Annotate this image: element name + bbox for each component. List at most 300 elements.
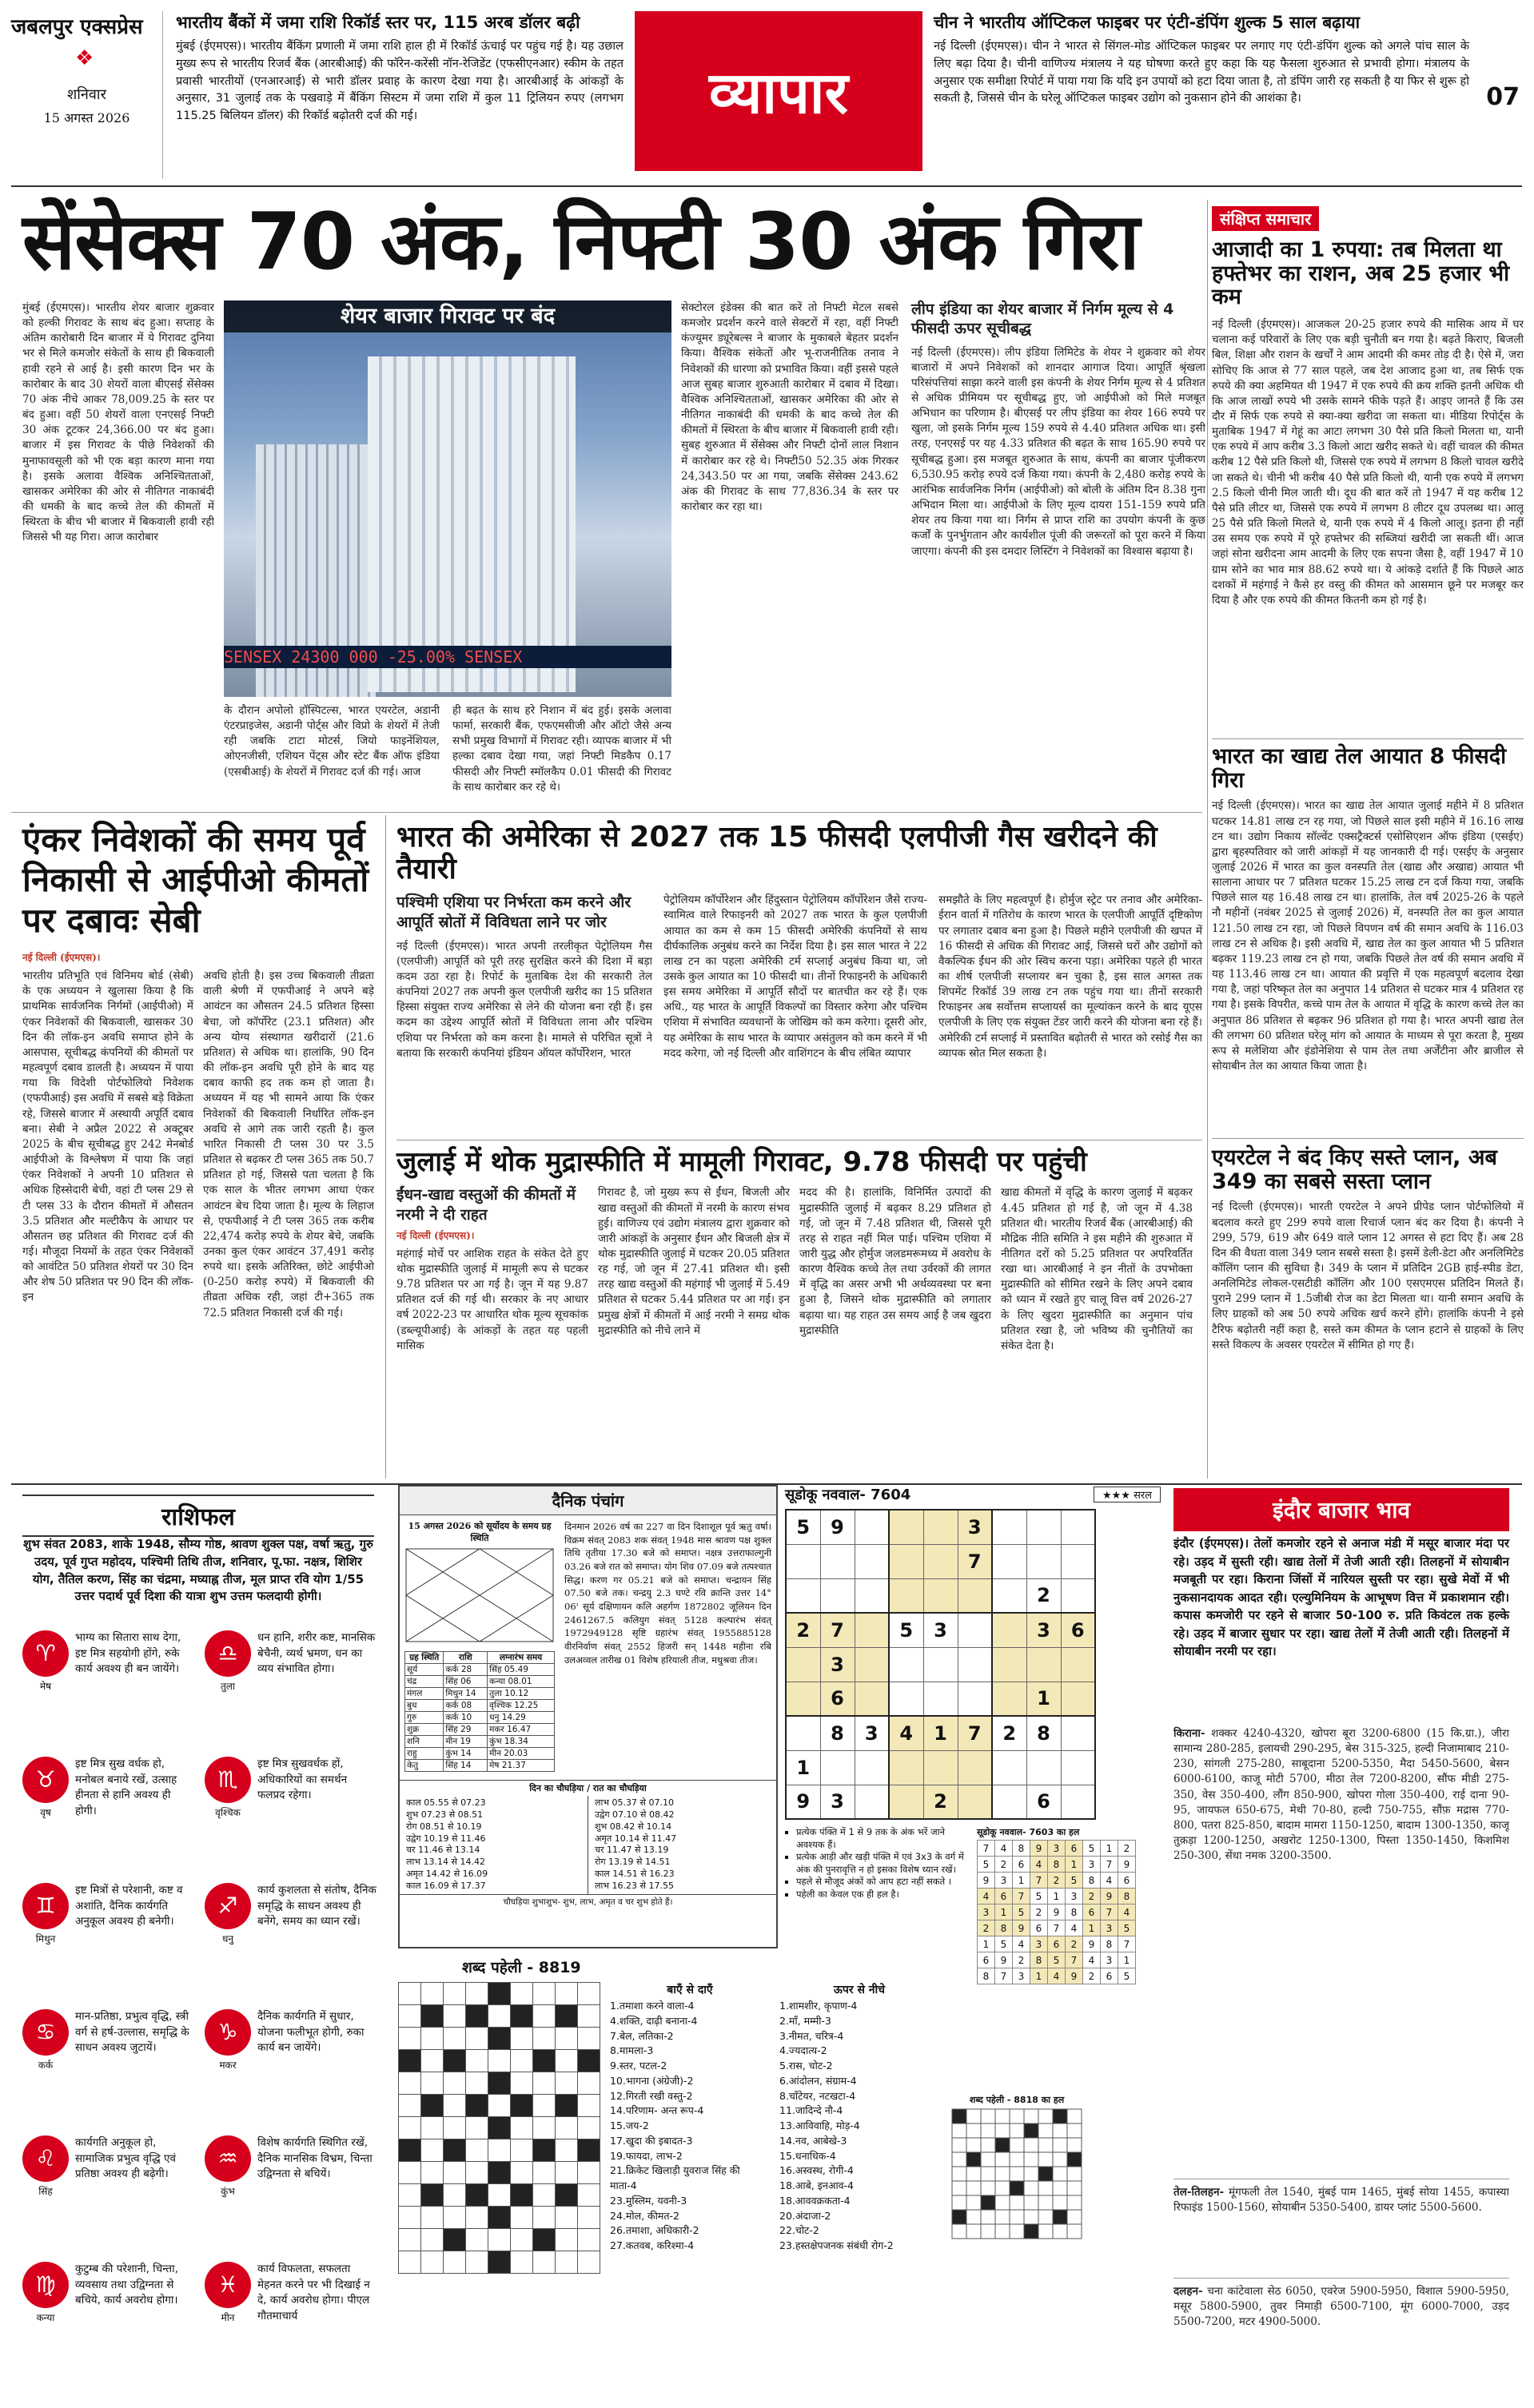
planet-cell: सिंह 14: [444, 1760, 488, 1772]
crossword-row: [399, 2117, 600, 2139]
chaughadiya-slot: रोग 08.51 से 10.19: [406, 1821, 482, 1832]
zodiac-name: तुला: [220, 1681, 236, 1692]
solution-cell: 9: [1118, 1857, 1136, 1873]
crossword-cell: [533, 1983, 556, 2005]
crossword-cell: [399, 2050, 421, 2072]
crossword-cell: [533, 2162, 556, 2184]
indore-intro: इंदौर (ईएमएस)। तेलों कमजोर रहने से अनाज मंडी में मसूर बाजार मंदा पर रहे। उड़द में सुस्ती रही। खाद्य तेलों में तेजी आती रही। तिलहनों में सोयाबीन मजबूती पर रहा। किराना जिंसों में नारियल सुस्ती पर रहा। सुखे मेवों में भी नुकसानदायक आदत रही। एल्युमिनियम के आभूषण वित्त में प्रकाशमान रही। कपास कमजोरी पर रहने से बाजार 50-100 रु. प्रति किवंटल तक हल्के रहे। उड़द में बाजार सुधार पर रहा। खाद्य तेलों में तेजी आती रही। तिलहनों में सोयाबीन नरमी पर रहा।: [1173, 1536, 1509, 1658]
solution-square: [995, 2123, 1010, 2138]
crossword-cell: [466, 2162, 488, 2184]
solution-square: [966, 2123, 981, 2138]
zodiac-name: वृश्चिक: [215, 1807, 241, 1818]
sudoku-cell: [889, 1544, 923, 1578]
crossword-cell: [421, 1983, 444, 2005]
zodiac-icon: ♌: [22, 2135, 69, 2182]
crossword-cell: [578, 2005, 600, 2028]
sudoku-cell: [855, 1647, 889, 1682]
down-clue: 13.आविवाहि, मोड़-4: [779, 2119, 860, 2131]
sudoku-cell: 1: [786, 1750, 820, 1785]
solution-cell: 5: [1048, 1952, 1066, 1968]
zodiac-text: इष्ट मित्रों से परेशानी, कष्ट व अशांति, दैनिक कार्यगति अनुकूल अवश्य ही बनेगी।: [75, 1884, 183, 1928]
solution-cell: 4: [995, 1841, 1013, 1857]
solution-square: [981, 2109, 995, 2123]
story-headline: भारत का खाद्य तेल आयात 8 फीसदी गिरा: [1212, 744, 1507, 793]
solution-cell: 3: [1101, 1920, 1118, 1936]
solution-square: [1053, 2109, 1067, 2123]
divider: [385, 815, 386, 1479]
planet-row: [405, 1760, 555, 1772]
zodiac-text: इष्ट मित्र सुखवर्धक हों, अधिकारियों का समर्थन फलप्रद रहेगा।: [257, 1757, 348, 1802]
solution-cell: 7: [1118, 1936, 1136, 1952]
crossword-cell: [466, 2117, 488, 2139]
solution-cell: 8: [1101, 1936, 1118, 1952]
column-divider: [1207, 200, 1208, 1479]
crossword-cell: [578, 2207, 600, 2229]
crossword-cell: [399, 2251, 421, 2274]
crossword-cell: [488, 2072, 511, 2095]
planet-row: [405, 1724, 555, 1736]
solution-square: [1010, 2224, 1024, 2239]
crossword-cell: [466, 2251, 488, 2274]
zodiac-icon: ♑: [205, 2009, 251, 2056]
crossword-row: [399, 2162, 600, 2184]
sudoku-cell: [992, 1578, 1026, 1613]
crossword-row: [399, 2251, 600, 2274]
leap-india-story: [911, 301, 1205, 806]
sudoku-cell: [889, 1682, 923, 1716]
sudoku-cell: [855, 1682, 889, 1716]
planet-cell: मंगल: [405, 1688, 444, 1700]
crossword-cell: [488, 2207, 511, 2229]
chaughadiya-slot: अमृत 14.42 से 16.09: [406, 1869, 488, 1880]
crossword-cell: [421, 2251, 444, 2274]
solution-square: [966, 2152, 981, 2167]
zodiac-icon: ♓: [205, 2262, 251, 2308]
solution-square: [952, 2224, 966, 2239]
sudoku-grid: [785, 1509, 1096, 1820]
zodiac-text: कार्य विफलता, सफलता मेहनत करने पर भी दिखाई न दे, कार्य अवरोध होगा। पीएल गौतमाचार्य: [257, 2263, 370, 2322]
sudoku-cell: 3: [1026, 1613, 1061, 1647]
solution-cell: 2: [1013, 1952, 1030, 1968]
crossword-cell: [511, 2072, 533, 2095]
rashi-item: [205, 1757, 377, 1859]
solution-square: [1067, 2224, 1082, 2239]
sudoku-cell: [786, 1682, 820, 1716]
crossword-cell: [511, 2028, 533, 2050]
crossword-cell: [421, 2117, 444, 2139]
solution-square: [952, 2210, 966, 2224]
rashi-item: [22, 1757, 194, 1859]
divider: [1212, 738, 1524, 739]
solution-cell: 8: [1118, 1889, 1136, 1905]
kirana-rates: [1173, 1726, 1509, 2174]
planet-cell: गुरु: [405, 1712, 444, 1724]
sudoku-cell: [889, 1578, 923, 1613]
crossword-cell: [511, 2229, 533, 2251]
story-body: नई दिल्ली (ईएमएस)। भारत का खाद्य तेल आयात जुलाई महीने में 8 प्रतिशत घटकर 14.81 लाख टन रह गया, जो पिछले साल इसी महीने में 16.16 लाख टन था। उद्योग निकाय सॉल्वेंट एक्सट्रैक्टर्स एसोसिएशन ऑफ इंडिया (एसईए) द्वारा बृहस्पतिवार को जारी आंकड़ों में यह जानकारी दी गई। एसईए के अनुसार जुलाई 2026 में भारत का कुल वनस्पति तेल (खाद्य और अखाद्य) आयात भी सालाना आधार पर 7 प्रतिशत घटकर 15.25 लाख टन दर्ज किया गया, जबकि पिछले साल यह 16.48 लाख टन था। हालांकि, तेल वर्ष 2025-26 के पहले नौ महीनों (नवंबर 2025 से जुलाई 2026) में, वनस्पति तेल का कुल आयात 121.50 लाख टन रहा, जो पिछले विपणन वर्ष की समान अवधि के 116.03 लाख टन से अधिक है। इसी अवधि में, खाद्य तेल का कुल आयात भी 5 प्रतिशत बढ़कर 119.23 लाख टन हो गया, जबकि पिछले तेल वर्ष की समान अवधि में यह 113.46 लाख टन था। आयात की प्रवृत्ति में एक महत्वपूर्ण बदलाव देखा गया है, जहां परिष्कृत तेल का अनुपात 14 प्रतिशत से घटकर मात्र 4 प्रतिशत रह गया है। इसके विपरीत, कच्चे पाम तेल के आयात में वृद्धि के कारण कच्चे तेल का अनुपात 86 प्रतिशत से बढ़कर 96 प्रतिशत हो गया है। भारत अपनी खाद्य तेल की लगभग 60 प्रतिशत घरेलू मांग को आयात के माध्यम से पूरा करता है, मुख्य रूप से मलेशिया और इंडोनेशिया से पाम तेल तथा अर्जेंटीना और ब्राजील से सोयाबीन तेल का आयात किया जाता है।: [1212, 799, 1524, 1073]
crossword-cell: [466, 2050, 488, 2072]
solution-cell: 1: [1048, 1889, 1066, 1905]
crossword-cell: [511, 1983, 533, 2005]
issue-day: शनिवार: [67, 86, 106, 103]
zodiac-name: मीन: [221, 2312, 235, 2323]
briefs-tag: संक्षिप्त समाचार: [1212, 206, 1319, 231]
crossword-cell: [488, 2229, 511, 2251]
solution-row: [978, 1936, 1136, 1952]
crossword-cell: [556, 2095, 578, 2117]
crossword-cell: [421, 2072, 444, 2095]
solution-cell: 1: [1013, 1873, 1030, 1889]
solution-cell: 3: [1066, 1889, 1083, 1905]
solution-square: [981, 2152, 995, 2167]
sudoku-row: [786, 1682, 1095, 1716]
sudoku-cell: [992, 1750, 1026, 1785]
solution-square: [1053, 2123, 1067, 2138]
crossword-cell: [556, 2028, 578, 2050]
crossword-cell: [533, 2139, 556, 2162]
solution-cell: 3: [978, 1905, 995, 1920]
planet-cell: कुंभ 18.34: [488, 1736, 555, 1748]
kundli-chart: [404, 1547, 555, 1643]
crossword-row: [399, 1983, 600, 2005]
crossword-cell: [533, 2028, 556, 2050]
solution-square: [966, 2195, 981, 2210]
sudoku-cell: 8: [820, 1716, 855, 1750]
level-label: सरल: [1134, 1490, 1152, 1502]
sudoku-cell: [923, 1682, 958, 1716]
crossword-cell: [556, 2072, 578, 2095]
sudoku-cell: [889, 1750, 923, 1785]
crossword-cell: [399, 2139, 421, 2162]
across-clue: 15.जय-2: [610, 2119, 649, 2131]
solution-cell: 2: [978, 1920, 995, 1936]
sudoku-cell: [1061, 1682, 1095, 1716]
crossword-cell: [444, 2207, 466, 2229]
solution-square: [952, 2109, 966, 2123]
sudoku-cell: [1061, 1510, 1095, 1544]
sudoku-cell: [923, 1647, 958, 1682]
rashi-item: [205, 1883, 377, 1985]
crossword-cell: [578, 2139, 600, 2162]
planet-cell: शुक्र: [405, 1724, 444, 1736]
crossword-cell: [444, 2139, 466, 2162]
solution-cell: 4: [1118, 1905, 1136, 1920]
solution-cell: 4: [1048, 1968, 1066, 1984]
solution-square: [1053, 2181, 1067, 2195]
crossword-cell: [511, 2162, 533, 2184]
across-clue: 14.परिणाम- अन्त रूप-4: [610, 2104, 704, 2117]
planet-cell: केतु: [405, 1760, 444, 1772]
solution-square: [966, 2181, 981, 2195]
down-clue: 3.नीमत, चरित्र-4: [779, 2029, 844, 2042]
crossword-cell: [421, 2095, 444, 2117]
sudoku-row: [786, 1785, 1095, 1819]
across-clue: 26.तमाशा, अधिकारी-2: [610, 2224, 699, 2237]
solution-square: [1010, 2195, 1024, 2210]
down-clue: 16.अस्वस्थ, रोगी-4: [779, 2164, 854, 2177]
sudoku-cell: 3: [958, 1510, 992, 1544]
sudoku-cell: [958, 1578, 992, 1613]
sudoku-cell: [923, 1750, 958, 1785]
sudoku-cell: 6: [1026, 1785, 1061, 1819]
story-headline: चीन ने भारतीय ऑप्टिकल फाइबर पर एंटी-डंपिंग शुल्क 5 साल बढ़ाया: [934, 13, 1361, 32]
crossword-cell: [444, 2095, 466, 2117]
solution-square: [1038, 2224, 1053, 2239]
zodiac-name: कुंभ: [221, 2186, 235, 2197]
solution-cell: 1: [995, 1905, 1013, 1920]
crossword-cell: [399, 2028, 421, 2050]
solution-square: [995, 2138, 1010, 2152]
solution-cell: 5: [1013, 1905, 1030, 1920]
sudoku-cell: [820, 1750, 855, 1785]
chaughadiya-slot: शुभ 08.42 से 10.14: [595, 1821, 672, 1832]
divider: [1173, 2278, 1509, 2279]
planet-cell: चंद्र: [405, 1676, 444, 1688]
crossword-cell: [556, 2162, 578, 2184]
crossword-cell: [511, 2251, 533, 2274]
solution-square: [1067, 2138, 1082, 2152]
story-subhead: पश्चिमी एशिया पर निर्भरता कम करने और आपूर्ति स्रोतों में विविधता लाने पर जोर: [396, 894, 632, 931]
sudoku-cell: [992, 1510, 1026, 1544]
crossword-cell: [488, 2139, 511, 2162]
sudoku-cell: [1061, 1647, 1095, 1682]
sudoku-cell: [992, 1682, 1026, 1716]
crossword-row: [399, 2050, 600, 2072]
byline: नई दिल्ली (ईएमएस)।: [22, 952, 101, 964]
planet-cell: कर्क 10: [444, 1712, 488, 1724]
oil-label: तेल-तिलहन-: [1173, 2186, 1225, 2199]
lpg-story: [396, 822, 1202, 1149]
solution-square: [1010, 2210, 1024, 2224]
sudoku-row: [786, 1578, 1095, 1613]
zodiac-text: कुटुम्ब की परेशानी, चिन्ता, व्यवसाय तथा उद्विग्नता से बचिये, कार्य अवरोध होगा।: [75, 2263, 178, 2307]
solution-square: [1024, 2224, 1038, 2239]
lead-headline: सेंसेक्स 70 अंक, निफ्टी 30 अंक गिरा: [22, 197, 1139, 288]
rashi-item: [205, 2262, 377, 2364]
panchang-footer: चौघड़िया शुभाशुभ- शुभ, लाभ, अमृत व चर शुभ होते हैं।: [400, 1894, 776, 1909]
planet-cell: बुध: [405, 1700, 444, 1712]
crossword-grid: [398, 1982, 600, 2274]
zodiac-icon: ♉: [22, 1757, 69, 1803]
sudoku-cell: [992, 1544, 1026, 1578]
solution-cell: 1: [978, 1936, 995, 1952]
crossword-cell: [399, 2229, 421, 2251]
solution-cell: 6: [1083, 1905, 1101, 1920]
solution-square: [995, 2195, 1010, 2210]
solution-square: [1038, 2152, 1053, 2167]
solution-square: [1010, 2138, 1024, 2152]
crossword-cell: [578, 2050, 600, 2072]
planet-col-header: ग्रह स्थिति: [405, 1652, 444, 1664]
oil-rates: [1173, 2185, 1509, 2273]
crossword-cell: [399, 2072, 421, 2095]
solution-row: [978, 1857, 1136, 1873]
sudoku-cell: [889, 1510, 923, 1544]
solution-square: [1024, 2181, 1038, 2195]
solution-cell: 8: [978, 1968, 995, 1984]
planet-cell: धनु 14.29: [488, 1712, 555, 1724]
solution-cell: 1: [1118, 1952, 1136, 1968]
planet-cell: वृश्चिक 12.25: [488, 1700, 555, 1712]
section-label: व्यापार: [708, 59, 849, 126]
lead-col-4: सेक्टोरल इंडेक्स की बात करें तो निफ्टी मेटल सबसे कमजोर प्रदर्शन करने वाले सेक्टरों में रहा, वहीं निफ्टी कंज्यूमर ड्यूरेबल्स ने बाजार के मुकाबले बेहतर प्रदर्शन किया। वैश्विक संकेतों और भू-राजनीतिक तनाव ने निवेशकों की धारणा को प्रभावित किया। वहीं इससे पहले आज सुबह बाजार शुरुआती कारोबार में दबाव में दिखा। वैश्विक अनिश्चितताओं, खासकर अमेरिका की ओर से नीतिगत नाकाबंदी की धमकी के बाद कच्चे तेल की कीमतों में स्थिरता के बीच बाजार में बिकवाली हावी रही। सुबह शुरुआत में सेंसेक्स और निफ्टी दोनों लाल निशान में कारोबार कर रहे थे। निफ्टी50 52.35 अंक गिरकर 24,343.50 पर आ गया, जबकि सेंसेक्स 243.62 अंक की गिरावट के साथ 77,836.34 के स्तर पर कारोबार कर रहा था।: [681, 301, 898, 514]
zodiac-name: कर्क: [38, 2060, 54, 2071]
solution-cell: 8: [1066, 1905, 1083, 1920]
down-clue: 6.आंदोलन, संग्राम-4: [779, 2074, 857, 2087]
sudoku-cell: [958, 1682, 992, 1716]
solution-square: [952, 2152, 966, 2167]
crossword-cell: [399, 2117, 421, 2139]
rashi-item: [22, 1883, 194, 1985]
sudoku-cell: [923, 1510, 958, 1544]
solution-cell: 7: [1030, 1873, 1048, 1889]
solution-square: [995, 2152, 1010, 2167]
crossword-cell: [511, 2117, 533, 2139]
crossword-cell: [466, 2184, 488, 2207]
solution-cell: 6: [1066, 1841, 1083, 1857]
planet-cell: कन्या 08.01: [488, 1676, 555, 1688]
solution-square: [981, 2224, 995, 2239]
zodiac-icon: ♈: [22, 1630, 69, 1677]
down-clue: 5.रास, चोट-2: [779, 2060, 833, 2072]
sudoku-cell: [958, 1647, 992, 1682]
crossword-cell: [444, 2229, 466, 2251]
divider: [11, 812, 1202, 813]
sudoku-row: [786, 1750, 1095, 1785]
crossword-row: [399, 2095, 600, 2117]
solution-cell: 7: [1066, 1952, 1083, 1968]
crossword-cell: [556, 2005, 578, 2028]
solution-cell: 7: [1101, 1857, 1118, 1873]
crossword-cell: [556, 2184, 578, 2207]
story-col-1: नई दिल्ली (ईएमएस)। भारत अपनी तरलीकृत पेट्रोलियम गैस (एलपीजी) आपूर्ति को पूरी तरह सुरक्षित करने की दिशा में बड़ा कदम उठा रहा है। रिपोर्ट के मुताबिक देश की सरकारी तेल कंपनियां 2027 तक अपनी कुल एलपीजी खरीद का 15 प्रतिशत हिस्सा संयुक्त राज्य अमेरिका से लेने की योजना बना रही हैं। इस कदम का उद्देश्य आपूर्ति स्रोतों में विविधता लाना और पश्चिम एशिया पर निर्भरता को कम करना है। मामले से परिचित सूत्रों ने बताया कि सरकारी कंपनियां इंडियन ऑयल कॉर्पोरेशन, भारत: [396, 939, 652, 1060]
crossword-cell: [466, 2028, 488, 2050]
crossword-solution-grid: [949, 2106, 1085, 2250]
chart-caption: 15 अगस्त 2026 को सूर्योदय के समय ग्रह स्थिति: [408, 1521, 552, 1543]
zodiac-text: विशेष कार्यगति स्थिगित रखें, दैनिक मानसिक विभ्रम, चिन्ता उद्विग्नता से बचियें।: [257, 2136, 373, 2181]
sudoku-cell: 7: [958, 1544, 992, 1578]
solution-cell: 1: [1083, 1920, 1101, 1936]
solution-cell: 2: [995, 1857, 1013, 1873]
kirana-text: शक्कर 4240-4320, खोपरा बूरा 3200-6800 (15 कि.ग्रा.), जीरा सामान्य 280-285, इलायची 290-295, बेस 315-325, हल्दी निजामाबाद 210-230, सांगली 275-280, साबूदाना 5200-5350, मैदा 5450-5600, बेसन 6000-6100, काजू मोटी 5700, मीठा तेल 7200-8200, सौंफ मीडी 275-350, वेस 350-400, लौंग 850-900, खोपरा गोला 350-400, राई दाना 90-95, जायफल 650-675, मेथी 70-80, हल्दी 750-755, सौंफ़ मद्रास 770-800, पतरा 825-850, बादाम मामरा 1150-1250, बादाम 1300-1350, काजू तुक़ड़ा 1200-1250, अखरोट 1250-1300, पिस्ता 1350-1450, किशमिश 250-300, सेंधा नमक 3200-3500.: [1173, 1727, 1509, 1863]
planet-cell: सूर्य: [405, 1664, 444, 1676]
solution-square: [1024, 2152, 1038, 2167]
solution-row: [978, 1841, 1136, 1857]
solution-square: [995, 2109, 1010, 2123]
solution-square: [995, 2210, 1010, 2224]
wpi-story: [396, 1148, 1202, 1483]
planet-cell: मीन 20.03: [488, 1748, 555, 1760]
solution-square: [995, 2224, 1010, 2239]
crossword-cell: [399, 1983, 421, 2005]
solution-cell: 3: [1048, 1841, 1066, 1857]
oil-text: मूंगफली तेल 1540, मुंबई पाम 1465, मुंबई सोया 1455, कपास्या रिफाइंड 1500-1560, सोयाबीन 5350-5400, डायर प्लांट 5500-5600.: [1173, 2186, 1509, 2215]
crossword-cell: [556, 1983, 578, 2005]
crossword-cell: [444, 2117, 466, 2139]
crossword-cell: [399, 2005, 421, 2028]
solution-square: [1024, 2109, 1038, 2123]
chaughadiya-slot: शुभ 07.23 से 08.51: [406, 1809, 484, 1820]
solution-cell: 8: [1013, 1841, 1030, 1857]
story-headline: एयरटेल ने बंद किए सस्ते प्लान, अब 349 का सबसे सस्ता प्लान: [1212, 1145, 1497, 1194]
sudoku-title: सूडोकू नववाल- 7604: [785, 1487, 911, 1503]
crossword-cell: [578, 2229, 600, 2251]
story-body: नई दिल्ली (ईएमएस)। आजकल 20-25 हजार रुपये की मासिक आय में घर चलाना कई परिवारों के लिए एक बड़ी चुनौती बन गया है। बढ़ते किराए, बिजली बिल, शिक्षा और राशन के खर्चों ने आम आदमी की कमर तोड़ दी है। ऐसे में, जरा सोचिए कि आज से 77 साल पहले, जब देश आजाद हुआ था, तब सिर्फ एक रुपये की क्या अहमियत थी 1947 में एक रुपये की क्रय शक्ति इतनी अधिक थी कि आज लाखों रुपये भी उसके सामने फीके पड़ते हैं। आइए जानते हैं कि उस दौर में सिर्फ एक रुपये से क्या-क्या खरीदा जा सकता था। मीडिया रिपोर्ट्स के मुताबिक 1947 में गेहूं का आटा लगभग 30 पैसे प्रति किलो मिलता था, यानी एक रुपये में आप करीब 3.3 किलो आटा खरीद सकते थे। वहीं चावल की कीमत करीब 12 पैसे प्रति किलो थी, जिससे एक रुपये में लगभग 8 किलो चावल खरीदे जा सकते थे। चीनी भी करीब 40 पैसे प्रति किलो थी, यानी एक रुपये में लगभग 2.5 किलो चीनी मिल जाती थी। दूध की बात करें तो 1947 में यह करीब 12 पैसे प्रति लीटर था, जिससे एक रुपये में लगभग 8 लीटर दूध उपलब्ध था। आलू 25 पैसे प्रति किलो मिलते थे, यानी एक रुपये में 4 किलो आलू। इतना ही नहीं उस समय एक रुपये में पूरे हफ्तेभर की सब्जियां खरीदी जा सकती थीं। आज जहां सोना खरीदना आम आदमी के लिए एक सपना जैसा है, वहीं 1947 में 10 ग्राम सोने का भाव मात्र 88.62 रुपये था। ये आंकड़े दर्शाते हैं कि पिछले आठ दशकों में महंगाई ने कैसे हर वस्तु की कीमत को आसमान छूने पर मजबूर कर दिया है और एक रुपये की कीमत कितनी कम हो गई है।: [1212, 318, 1524, 607]
chaughadiya-slot: रोग 13.19 से 14.51: [595, 1857, 671, 1868]
solution-square: [1067, 2167, 1082, 2181]
crossword-cell: [421, 2028, 444, 2050]
solution-square: [981, 2123, 995, 2138]
story-col-2: गिरावट है, जो मुख्य रूप से ईंधन, बिजली और खाद्य वस्तुओं की कीमतों में नरमी के कारण संभव हुई। वाणिज्य एवं उद्योग मंत्रालय द्वारा शुक्रवार को जारी आंकड़ों के अनुसार ईंधन और बिजली क्षेत्र में थोक मुद्रास्फीति जुलाई में घटकर 20.05 प्रतिशत रह गई, जो जून में 27.41 प्रतिशत थी। इसी तरह खाद्य वस्तुओं की महंगाई भी जुलाई में 5.49 प्रतिशत से घटकर 5.44 प्रतिशत पर आ गई। इन प्रमुख क्षेत्रों में कीमतों में आई नरमी ने समग्र थोक मुद्रास्फीति को नीचे लाने में: [598, 1186, 790, 1337]
down-title: ऊपर से नीचे: [833, 1984, 886, 1996]
solution-cell: 2: [1083, 1889, 1101, 1905]
sudoku-cell: [820, 1578, 855, 1613]
crossword-cell: [488, 2050, 511, 2072]
rashi-item: [22, 2262, 194, 2364]
zodiac-text: कार्यगति अनुकूल हो, सामाजिक प्रभुत्व वृद्धि एवं प्रतिष्ठा अवश्य ही बढ़ेगी।: [75, 2136, 176, 2181]
zodiac-icon: ♋: [22, 2009, 69, 2056]
down-clue: 18.आबे, इनआव-4: [779, 2179, 855, 2191]
sudoku-rule: ▪ प्रत्येक आड़ी और खड़ी पंक्ति में एवं 3x3 के वर्ग में अंक की पुनरावृत्ति न हो इसका विशेष ध्यान रखें।: [796, 1851, 969, 1876]
grain-label: दलहन-: [1173, 2285, 1203, 2298]
solution-cell: 7: [1013, 1889, 1030, 1905]
crossword-cell: [421, 2207, 444, 2229]
crossword-cell: [533, 2072, 556, 2095]
sudoku-cell: [958, 1750, 992, 1785]
planet-cell: मिथुन 14: [444, 1688, 488, 1700]
solution-title: सूडोकू नववाल- 7603 का हल: [977, 1827, 1080, 1837]
planet-row: [405, 1700, 555, 1712]
crossword-cell: [533, 2207, 556, 2229]
rashi-item: [22, 2009, 194, 2111]
crossword-cell: [466, 2005, 488, 2028]
solution-cell: 9: [1030, 1841, 1048, 1857]
solution-square: [1038, 2109, 1053, 2123]
crossword-cell: [399, 2207, 421, 2229]
planet-cell: सिंह 05.49: [488, 1664, 555, 1676]
planet-table: [404, 1651, 555, 1772]
sudoku-cell: [889, 1647, 923, 1682]
solution-cell: 9: [1013, 1920, 1030, 1936]
zodiac-name: वृष: [40, 1807, 51, 1818]
solution-cell: 8: [1048, 1857, 1066, 1873]
down-clue: 15.धनाधिक-4: [779, 2149, 836, 2162]
crossword-cell: [533, 2095, 556, 2117]
rashi-item: [205, 1630, 377, 1733]
crossword-cell: [578, 2251, 600, 2274]
sudoku-row: [786, 1544, 1095, 1578]
panchang-text: दिनमान 2026 वर्ष का 227 वा दिन दिशाशूल पूर्व ऋतु वर्षा। विक्रम संवत् 2083 शक संवत् 1948 मास श्रावण पक्ष शुक्ल तिथि तृतीया 17.30 बजे को समाप्त। नक्षत्र उत्तराफाल्गुनी 03.26 बजे रात को समाप्त। योग शिव 07.09 बजे तत्पश्चात सिद्ध। करण गर 05.21 बजे को समाप्त। चन्द्रायन सिंह 07.50 बजे तक। चन्द्रयु 2.3 घण्टे रवि क्रान्ति उत्तर 14° 06' सूर्य दक्षिणायन कलि अहर्गण 1872802 जूलियन दिन 2461267.5 कलियुग संवत् 5128 कल्पारंभ संवत् 1972949128 सृष्टि ग्रहारंभ संवत् 1955885128 वीरनिर्वाण संवत् 2552 हिजरी सन् 1448 महीना रबि उलअव्वल तारीख 01 विशेष हरियाली तीज, मधुश्रवा तीज।: [564, 1521, 771, 1666]
across-clue: 17.खुदा की इबादत-3: [610, 2134, 693, 2147]
sudoku-cell: 6: [1061, 1613, 1095, 1647]
solution-square: [1067, 2152, 1082, 2167]
solution-square: [981, 2181, 995, 2195]
chaughadiya-day: [400, 1796, 588, 1894]
solution-square: [1010, 2109, 1024, 2123]
crossword-cell: [421, 2162, 444, 2184]
story-headline: जुलाई में थोक मुद्रास्फीति में मामूली गिरावट, 9.78 फीसदी पर पहुंची: [396, 1146, 1087, 1178]
sudoku-cell: 2: [786, 1613, 820, 1647]
crossword-cell: [533, 2184, 556, 2207]
solution-cell: 3: [1030, 1936, 1048, 1952]
sudoku-cell: 5: [889, 1613, 923, 1647]
solution-cell: 6: [1101, 1968, 1118, 1984]
planet-cell: मीन 19: [444, 1736, 488, 1748]
crossword-row: [399, 2184, 600, 2207]
sudoku-rule: ▪ पहेली का केवल एक ही हल है।: [796, 1889, 969, 1901]
story-headline: आजादी का 1 रुपया: तब मिलता था हफ्तेभर का राशन, अब 25 हजार भी कम: [1212, 237, 1510, 310]
crossword-title: शब्द पहेली - 8819: [462, 1959, 581, 1976]
